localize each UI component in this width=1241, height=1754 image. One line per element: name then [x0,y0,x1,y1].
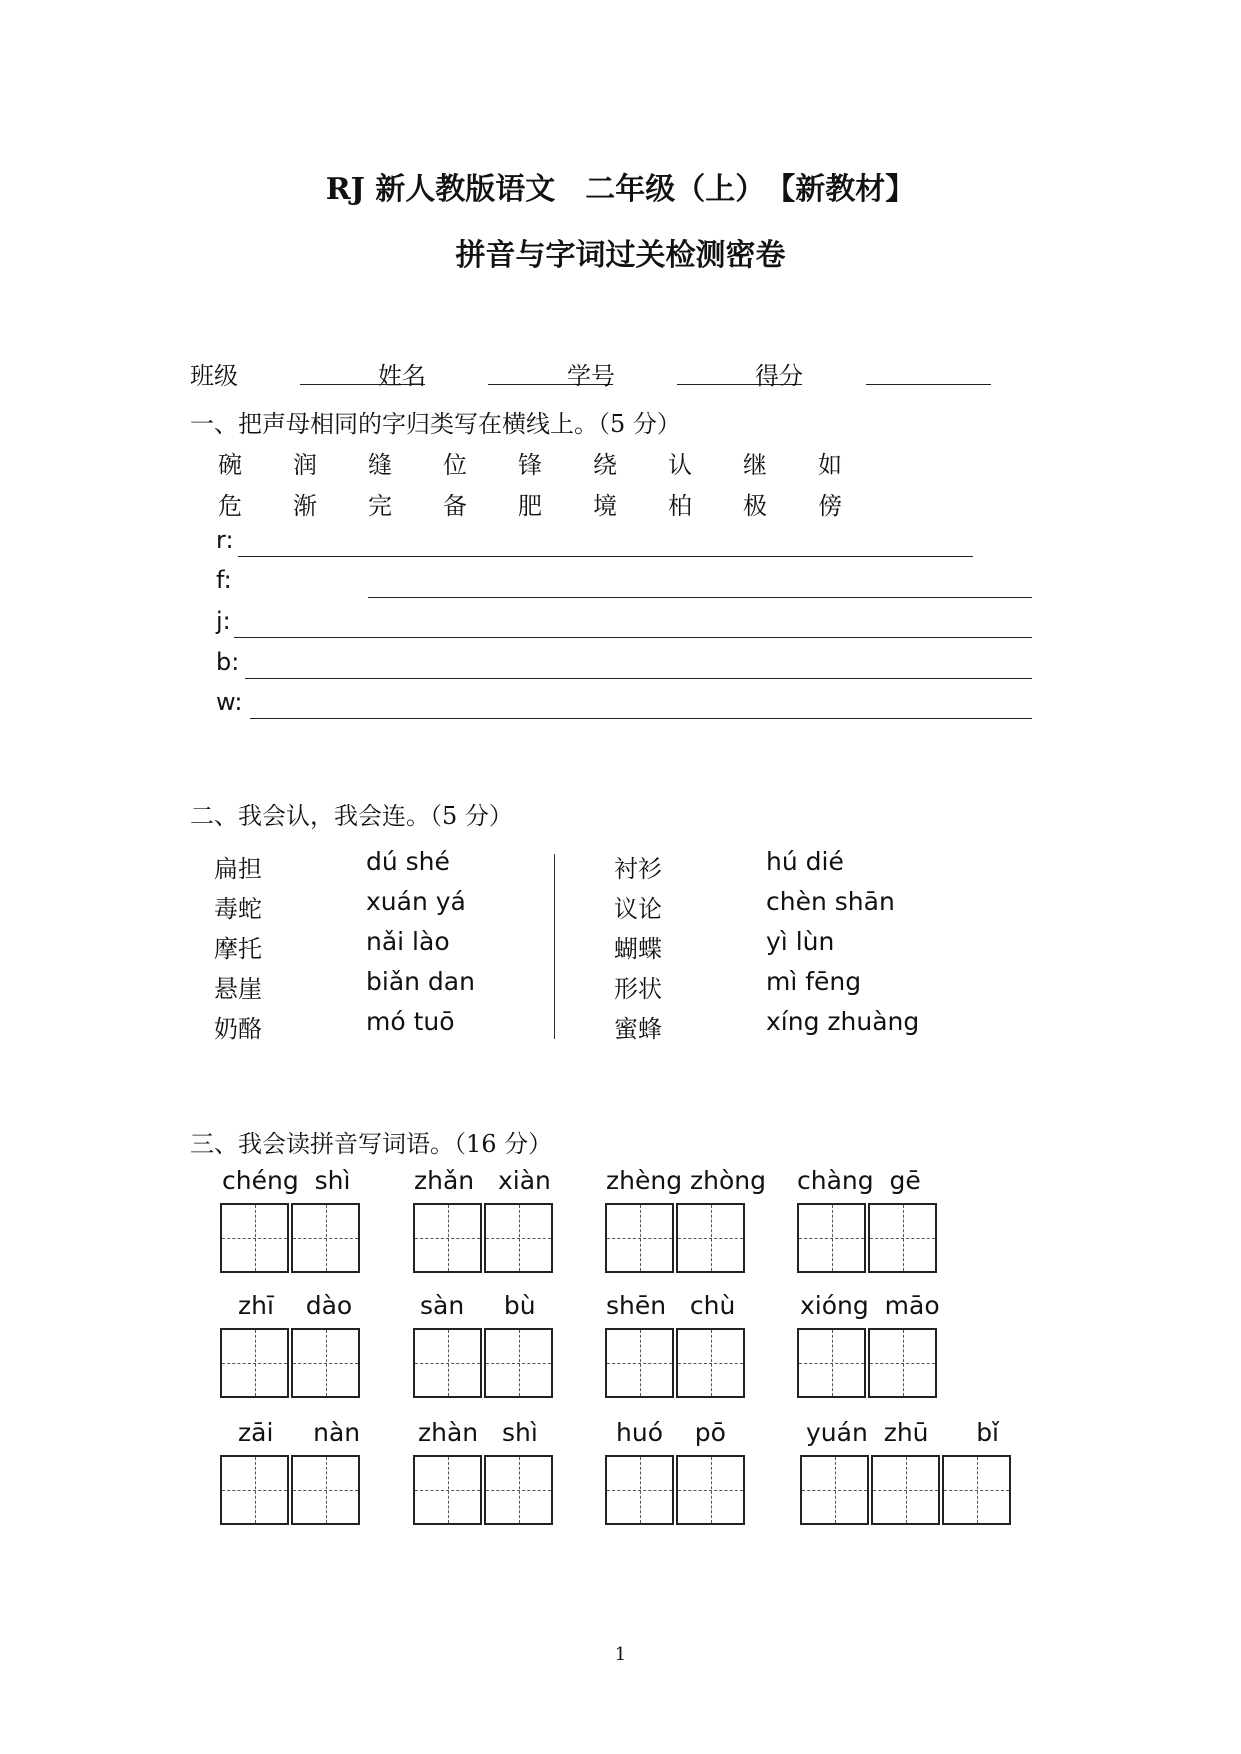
writing-box[interactable] [413,1328,482,1398]
char: 肥 [518,492,542,520]
char: 极 [743,492,767,520]
tianzi-grid [605,1328,747,1398]
match-word[interactable]: 议论 [614,895,662,923]
section3-heading: 三、我会读拼音写词语。（16 分） [190,1130,553,1158]
char: 润 [293,451,317,479]
char: 柏 [668,492,692,520]
writing-box[interactable] [413,1203,482,1273]
match-word[interactable]: 奶酪 [214,1015,262,1043]
match-pinyin[interactable]: xuán yá [366,887,466,916]
writing-box[interactable] [605,1328,674,1398]
match-pinyin[interactable]: hú dié [766,847,844,876]
match-word[interactable]: 摩托 [214,935,262,963]
match-pinyin[interactable]: nǎi lào [366,927,450,956]
pinyin-prompt: zhèng zhòng [606,1166,766,1195]
line-label-f: f: [216,566,232,594]
char: 如 [818,451,842,479]
char: 碗 [218,451,242,479]
char: 缝 [368,451,392,479]
writing-box[interactable] [291,1455,360,1525]
char: 备 [443,492,467,520]
char: 锋 [518,451,542,479]
char: 境 [593,492,617,520]
name-label: 姓名 [378,362,426,390]
score-blank[interactable] [866,384,991,385]
match-pinyin[interactable]: chèn shān [766,887,895,916]
char: 认 [668,451,692,479]
writing-box[interactable] [413,1455,482,1525]
match-pinyin[interactable]: dú shé [366,847,450,876]
match-word[interactable]: 悬崖 [214,975,262,1003]
char: 渐 [293,492,317,520]
match-word[interactable]: 蜜蜂 [614,1015,662,1043]
writing-box[interactable] [605,1455,674,1525]
tianzi-grid [413,1455,555,1525]
line-label-r: r: [216,526,234,554]
match-pinyin[interactable]: biǎn dan [366,967,475,996]
writing-box[interactable] [871,1455,940,1525]
section2-heading: 二、我会认，我会连。（5 分） [190,802,513,830]
writing-box[interactable] [291,1203,360,1273]
writing-box[interactable] [220,1203,289,1273]
answer-line-r[interactable] [238,556,973,557]
pinyin-prompt: zāi nàn [238,1418,361,1447]
writing-box[interactable] [942,1455,1011,1525]
pinyin-prompt: xióng māo [800,1291,940,1320]
writing-box[interactable] [676,1455,745,1525]
writing-box[interactable] [605,1203,674,1273]
tianzi-grid [220,1455,362,1525]
pinyin-prompt: shēn chù [606,1291,736,1320]
pinyin-prompt: zhǎn xiàn [414,1166,551,1195]
tianzi-grid [413,1328,555,1398]
char: 位 [443,451,467,479]
writing-box[interactable] [800,1455,869,1525]
match-pinyin[interactable]: mó tuō [366,1007,455,1036]
pinyin-prompt: huó pō [616,1418,726,1447]
line-label-w: w: [216,688,243,716]
number-label: 学号 [567,362,615,390]
page-number: 1 [614,1644,627,1665]
writing-box[interactable] [484,1203,553,1273]
pinyin-prompt: chàng gē [797,1166,921,1195]
match-pinyin[interactable]: xíng zhuàng [766,1007,920,1036]
line-label-j: j: [216,607,231,635]
writing-box[interactable] [868,1328,937,1398]
answer-line-w[interactable] [250,718,1032,719]
writing-box[interactable] [291,1328,360,1398]
tianzi-grid [220,1203,362,1273]
writing-box[interactable] [868,1203,937,1273]
writing-box[interactable] [484,1328,553,1398]
writing-box[interactable] [484,1455,553,1525]
line-label-b: b: [216,648,240,676]
match-pinyin[interactable]: mì fēng [766,967,862,996]
writing-box[interactable] [220,1328,289,1398]
pinyin-prompt: chéng shì [222,1166,351,1195]
tianzi-grid [800,1455,1013,1525]
tianzi-grid [797,1328,939,1398]
writing-box[interactable] [676,1203,745,1273]
page-subtitle: 拼音与字词过关检测密卷 [455,238,786,273]
tianzi-grid [797,1203,939,1273]
pinyin-prompt: sàn bù [420,1291,536,1320]
pinyin-prompt: zhàn shì [418,1418,538,1447]
tianzi-grid [605,1203,747,1273]
section1-heading: 一、把声母相同的字归类写在横线上。（5 分） [190,410,681,438]
pinyin-prompt: yuán zhū bǐ [806,1418,1000,1447]
writing-box[interactable] [797,1328,866,1398]
writing-box[interactable] [797,1203,866,1273]
tianzi-grid [220,1328,362,1398]
pinyin-prompt: zhī dào [238,1291,353,1320]
char: 完 [368,492,392,520]
match-pinyin[interactable]: yì lùn [766,927,835,956]
match-word[interactable]: 衬衫 [614,855,662,883]
writing-box[interactable] [220,1455,289,1525]
char: 危 [218,492,242,520]
page-title: RJ 新人教版语文 二年级（上） 【新教材】 [325,172,916,207]
match-word[interactable]: 扁担 [214,855,262,883]
match-word[interactable]: 毒蛇 [214,895,262,923]
tianzi-grid [605,1455,747,1525]
class-label: 班级 [190,362,238,390]
char: 继 [743,451,767,479]
match-word[interactable]: 形状 [614,975,662,1003]
match-word[interactable]: 蝴蝶 [614,935,662,963]
writing-box[interactable] [676,1328,745,1398]
answer-line-j[interactable] [234,637,1032,638]
score-label: 得分 [755,362,803,390]
char: 傍 [818,492,842,520]
tianzi-grid [413,1203,555,1273]
answer-line-f[interactable] [368,597,1032,598]
answer-line-b[interactable] [245,678,1032,679]
column-divider [554,854,555,1039]
char: 绕 [593,451,617,479]
